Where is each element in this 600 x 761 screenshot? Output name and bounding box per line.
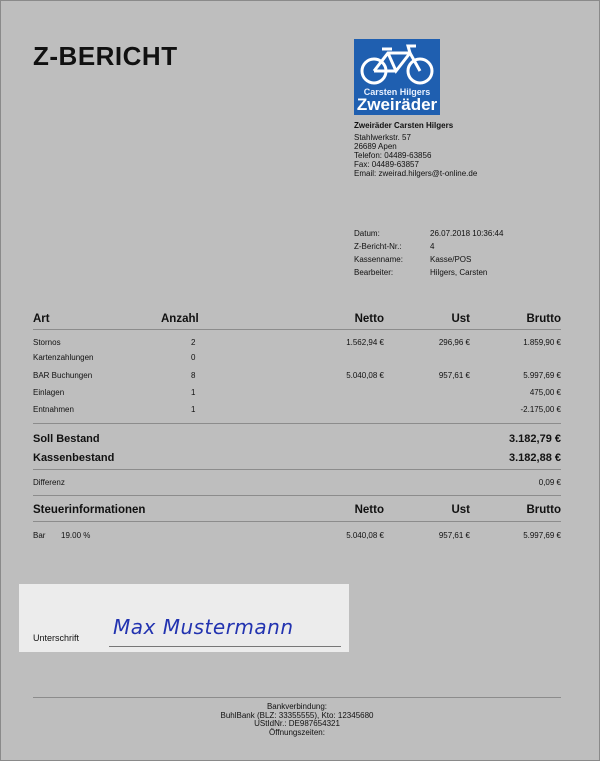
row-anzahl: 0 (191, 353, 196, 362)
meta-value: 26.07.2018 10:36:44 (430, 229, 504, 238)
row-ust: 957,61 € (438, 371, 470, 380)
divider (33, 329, 561, 330)
row-netto: 1.562,94 € (346, 338, 384, 347)
row-brutto: 1.859,90 € (523, 338, 561, 347)
col-header-anzahl: Anzahl (161, 313, 199, 325)
footer (33, 703, 561, 737)
meta-label: Bearbeiter: (354, 268, 394, 277)
meta-label: Kassenname: (354, 255, 403, 264)
meta-value: Kasse/POS (430, 255, 472, 264)
company-email: Email: zweirad.hilgers@t-online.de (354, 169, 478, 178)
report-title: Z-BERICHT (33, 41, 178, 71)
divider (33, 521, 561, 522)
row-brutto: -2.175,00 € (520, 405, 561, 414)
divider (33, 469, 561, 470)
meta-label: Z-Bericht-Nr.: (354, 242, 402, 251)
row-brutto: 475,00 € (529, 388, 561, 397)
footer-bank-title: Bankverbindung: (266, 702, 328, 711)
footer-vat-id: UStIdNr.: DE987654321 (254, 719, 340, 728)
col-header-art: Art (33, 313, 50, 325)
logo-text-owner: Carsten Hilgers (363, 87, 431, 97)
tax-type: Bar (33, 531, 46, 540)
company-street: Stahlwerkstr. 57 (354, 133, 411, 142)
row-art: Stornos (33, 338, 61, 347)
row-art: Entnahmen (33, 405, 74, 414)
signature-label: Unterschrift (33, 633, 80, 643)
differenz-value: 0,09 € (538, 478, 561, 487)
logo-text-brand: Zweiräder (356, 95, 438, 114)
col-header-netto: Netto (354, 313, 384, 325)
meta-value: Hilgers, Carsten (430, 268, 488, 277)
row-anzahl: 2 (191, 338, 196, 347)
bicycle-icon (358, 41, 436, 87)
differenz-label: Differenz (33, 478, 65, 487)
footer-divider (33, 697, 561, 698)
company-fax: Fax: 04489-63857 (354, 160, 419, 169)
company-name: Zweiräder Carsten Hilgers (354, 121, 454, 130)
meta-label: Datum: (354, 229, 380, 238)
tax-header-brutto: Brutto (526, 504, 561, 516)
tax-rate: 19.00 % (61, 531, 91, 540)
row-art: Kartenzahlungen (33, 353, 94, 362)
tax-header-ust: Ust (451, 504, 470, 516)
row-brutto: 5.997,69 € (523, 371, 561, 380)
soll-label: Soll Bestand (33, 433, 100, 445)
kassenbestand-label: Kassenbestand (33, 452, 115, 464)
row-art: BAR Buchungen (33, 371, 93, 380)
col-header-ust: Ust (451, 313, 470, 325)
tax-ust: 957,61 € (438, 531, 470, 540)
tax-header-netto: Netto (354, 504, 384, 516)
report-meta (354, 227, 540, 279)
footer-opening-hours: Öffnungszeiten: (269, 727, 325, 737)
soll-value: 3.182,79 € (509, 433, 561, 445)
kassenbestand-value: 3.182,88 € (509, 452, 561, 464)
footer-bank-details: BuhlBank (BLZ: 33355555), Kto: 12345680 (220, 710, 374, 720)
row-art: Einlagen (33, 388, 65, 397)
company-city: 26689 Apen (354, 142, 397, 151)
row-anzahl: 1 (191, 405, 196, 414)
tax-netto: 5.040,08 € (346, 531, 384, 540)
divider (33, 495, 561, 496)
row-ust: 296,96 € (438, 338, 470, 347)
signature-name: Max Mustermann (113, 615, 294, 639)
tax-brutto: 5.997,69 € (523, 531, 561, 540)
divider (33, 423, 561, 424)
company-address (354, 121, 477, 178)
company-logo (354, 39, 440, 115)
row-netto: 5.040,08 € (346, 371, 384, 380)
tax-header-label: Steuerinformationen (33, 504, 146, 516)
row-anzahl: 8 (191, 371, 196, 380)
company-phone: Telefon: 04489-63856 (354, 151, 432, 160)
col-header-brutto: Brutto (526, 313, 561, 325)
row-anzahl: 1 (191, 388, 196, 397)
signature-line (109, 646, 341, 647)
meta-value: 4 (430, 242, 435, 251)
